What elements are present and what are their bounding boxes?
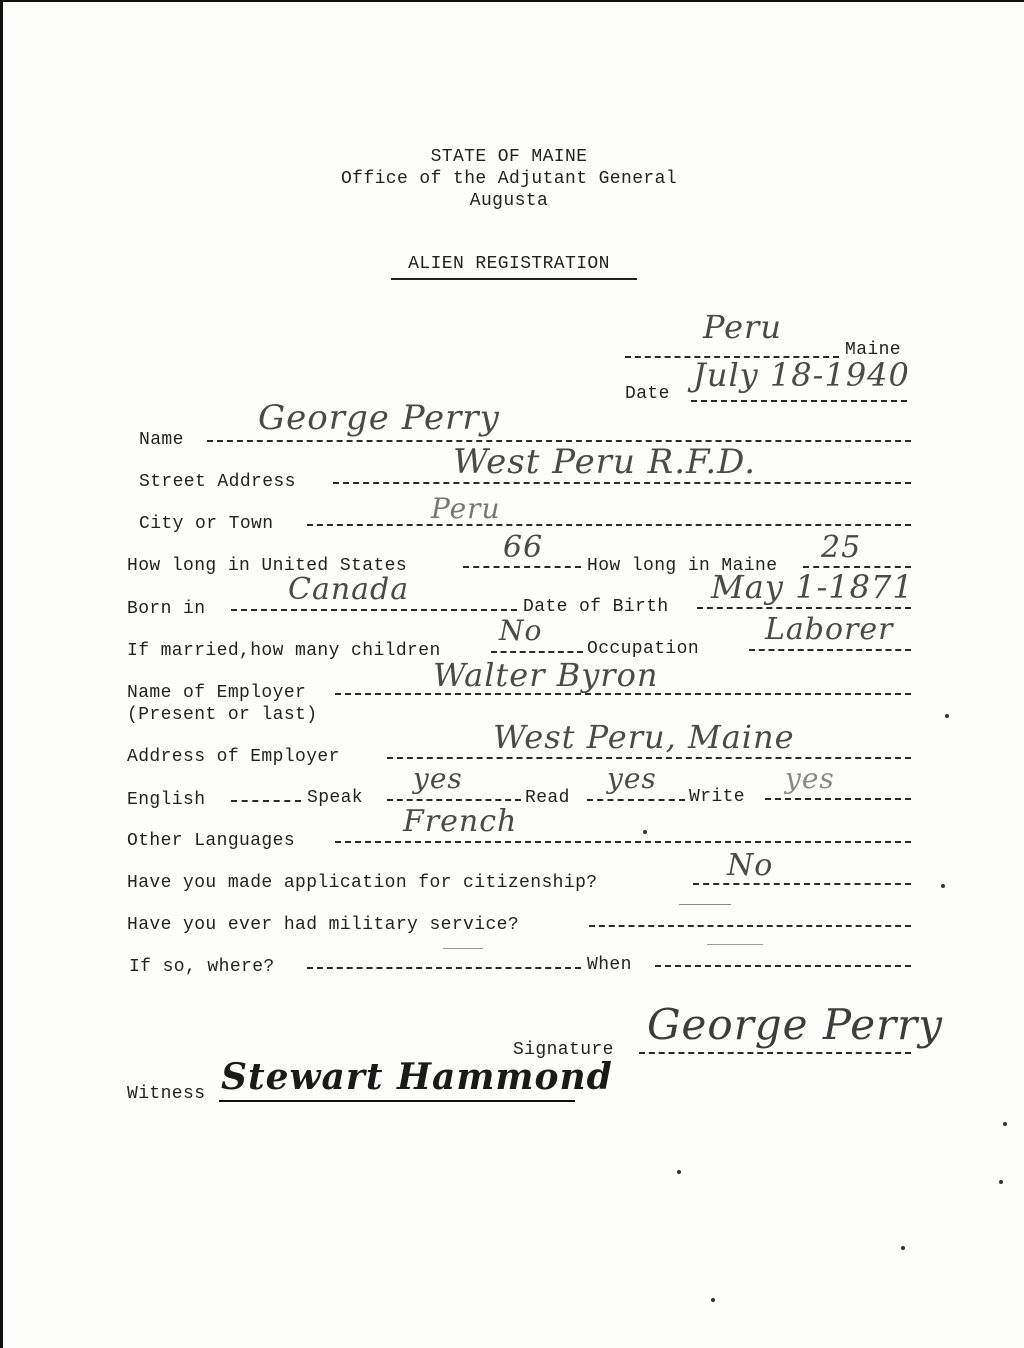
military-line bbox=[589, 925, 911, 927]
occupation-value: Laborer bbox=[765, 612, 894, 647]
paper-speck bbox=[1003, 1122, 1007, 1126]
maine-duration-value: 25 bbox=[821, 530, 862, 565]
write-value: yes bbox=[785, 762, 835, 795]
city-value: Peru bbox=[431, 492, 501, 525]
city-label: City or Town bbox=[139, 514, 274, 534]
pen-stroke bbox=[679, 904, 731, 905]
children-label: If married,how many children bbox=[127, 641, 441, 661]
signature-value: George Perry bbox=[647, 1000, 943, 1049]
paper-speck bbox=[711, 1298, 715, 1302]
languages-label: Other Languages bbox=[127, 831, 296, 851]
date-label: Date bbox=[625, 384, 670, 404]
english-line bbox=[231, 800, 301, 802]
name-value: George Perry bbox=[258, 398, 500, 438]
born-line bbox=[231, 609, 517, 611]
employer-address-value: West Peru, Maine bbox=[493, 718, 795, 756]
witness-value: Stewart Hammond bbox=[221, 1056, 613, 1098]
header-office: Office of the Adjutant General bbox=[340, 169, 678, 189]
read-label: Read bbox=[525, 788, 570, 808]
street-value: West Peru R.F.D. bbox=[453, 442, 757, 482]
title-underline bbox=[391, 278, 637, 280]
when-label: When bbox=[587, 955, 632, 975]
maine-duration-label: How long in Maine bbox=[587, 556, 778, 576]
name-label: Name bbox=[139, 430, 184, 450]
occupation-line bbox=[749, 649, 911, 651]
pen-stroke bbox=[443, 948, 483, 949]
read-line bbox=[587, 799, 685, 801]
citizenship-label: Have you made application for citizenship? bbox=[127, 873, 598, 893]
signature-label: Signature bbox=[513, 1040, 614, 1060]
dob-label: Date of Birth bbox=[523, 597, 669, 617]
born-label: Born in bbox=[127, 599, 206, 619]
write-line bbox=[765, 798, 911, 800]
date-value: July 18-1940 bbox=[693, 356, 910, 394]
languages-value: French bbox=[403, 804, 518, 839]
location-suffix: Maine bbox=[845, 340, 902, 360]
header-state: STATE OF MAINE bbox=[430, 147, 588, 167]
when-line bbox=[655, 965, 911, 967]
paper-speck bbox=[945, 714, 949, 718]
paper-speck bbox=[643, 830, 647, 834]
write-label: Write bbox=[689, 787, 746, 807]
header-city: Augusta bbox=[469, 191, 549, 211]
signature-line bbox=[639, 1052, 911, 1054]
us-duration-line bbox=[463, 566, 581, 568]
born-value: Canada bbox=[288, 572, 410, 607]
occupation-label: Occupation bbox=[587, 639, 700, 659]
paper-speck bbox=[999, 1180, 1003, 1184]
where-line bbox=[307, 967, 581, 969]
speak-line bbox=[387, 799, 521, 801]
employer-address-line bbox=[387, 757, 911, 759]
street-line bbox=[333, 482, 911, 484]
witness-underline bbox=[219, 1100, 575, 1102]
us-duration-value: 66 bbox=[503, 530, 544, 565]
city-line bbox=[307, 524, 911, 526]
citizenship-value: No bbox=[727, 848, 774, 883]
street-label: Street Address bbox=[139, 472, 296, 492]
dob-value: May 1-1871 bbox=[711, 568, 914, 606]
speak-value: yes bbox=[413, 762, 463, 795]
us-duration-label: How long in United States bbox=[127, 556, 408, 576]
employer-address-label: Address of Employer bbox=[127, 747, 340, 767]
children-value: No bbox=[499, 614, 543, 647]
paper-speck bbox=[941, 884, 945, 888]
children-line bbox=[491, 651, 583, 653]
read-value: yes bbox=[607, 762, 657, 795]
witness-label: Witness bbox=[127, 1084, 206, 1104]
english-label: English bbox=[127, 790, 206, 810]
location-value: Peru bbox=[703, 308, 782, 346]
paper-speck bbox=[901, 1246, 905, 1250]
speak-label: Speak bbox=[307, 788, 364, 808]
where-label: If so, where? bbox=[129, 957, 275, 977]
date-line bbox=[691, 400, 907, 402]
employer-sublabel: (Present or last) bbox=[127, 705, 318, 725]
dob-line bbox=[697, 607, 911, 609]
paper-speck bbox=[677, 1170, 681, 1174]
employer-label: Name of Employer bbox=[127, 683, 307, 703]
languages-line bbox=[335, 841, 911, 843]
military-label: Have you ever had military service? bbox=[127, 915, 520, 935]
pen-stroke bbox=[707, 944, 763, 945]
employer-value: Walter Byron bbox=[433, 656, 659, 694]
form-title: ALIEN REGISTRATION bbox=[408, 254, 610, 274]
citizenship-line bbox=[693, 883, 911, 885]
